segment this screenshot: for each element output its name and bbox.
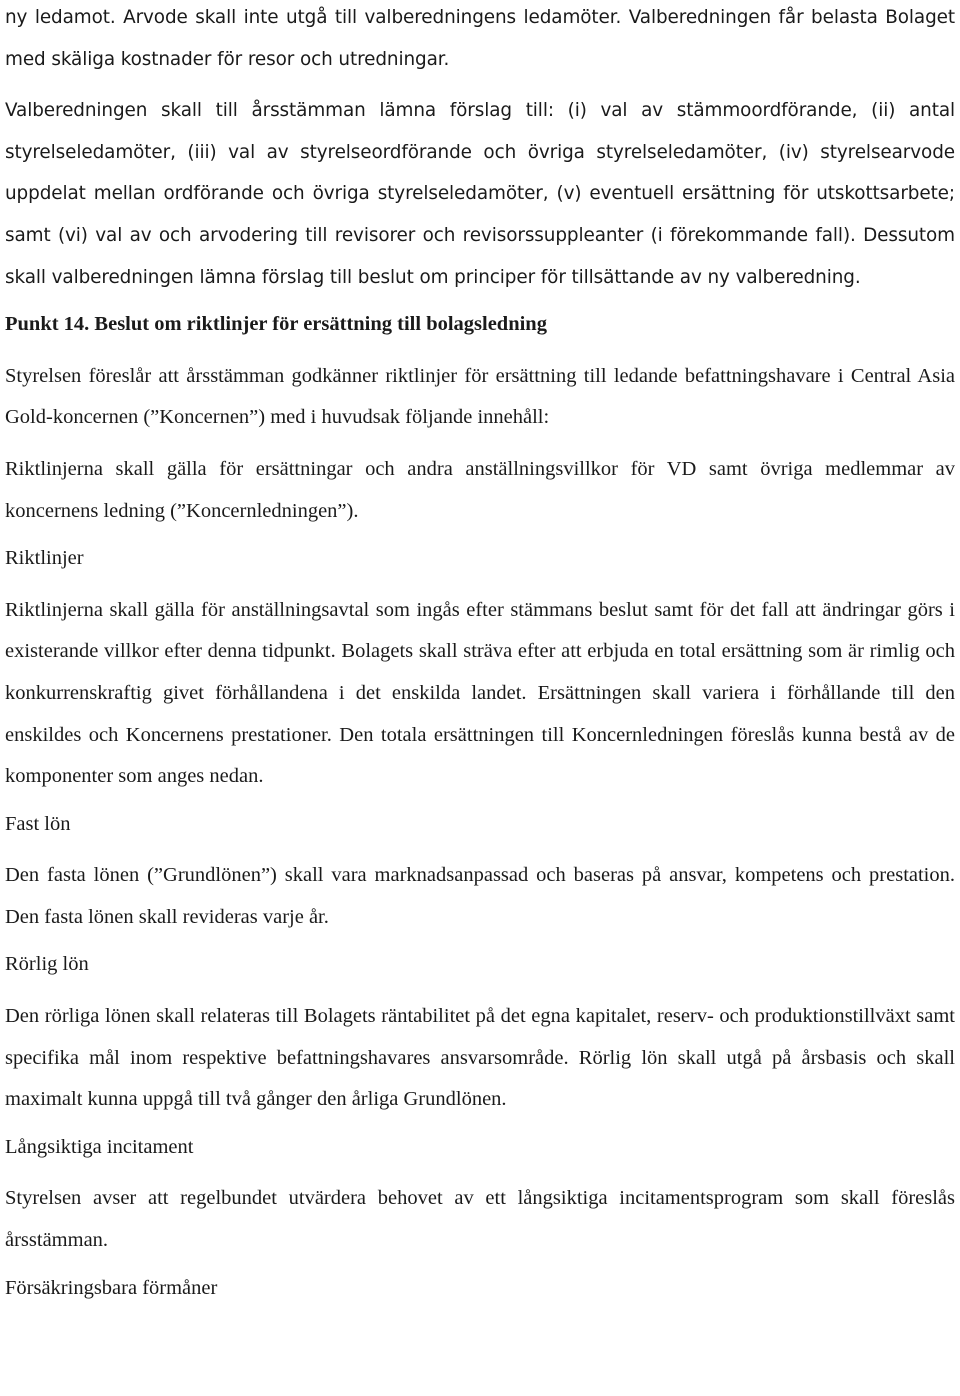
subheading-fast-lon: Fast lön — [5, 812, 71, 835]
subheading-forsakringsbara-formaner: Försäkringsbara förmåner — [5, 1276, 218, 1299]
section-heading-punkt-14: Punkt 14. Beslut om riktlinjer för ersättning till bolagsledning — [5, 313, 547, 336]
paragraph-guidelines-scope: Riktlinjerna skall gälla för ersättningar och andra anställningsvillkor för VD samt övriga medlemmar av koncernens ledning (”Koncernledningen”). — [5, 457, 955, 522]
paragraph-guidelines-details: Riktlinjerna skall gälla för anställningsavtal som ingås efter stämmans beslut samt för det fall att ändringar görs i existerande villkor efter denna tidpunkt. Bolagets skall sträva efter att erbjuda en total ersättning som är rimlig och konkurrenskraftig givet förhållandena i det enskilda landet. Ersättningen skall variera i förhållande till den enskildes och Koncernens prestationer. Den totala ersättningen till Koncernledningen föreslås kunna bestå av de komponenter som anges nedan. — [5, 598, 955, 788]
subheading-langsiktiga-incitament: Långsiktiga incitament — [5, 1135, 194, 1158]
subheading-rorlig-lon: Rörlig lön — [5, 953, 89, 976]
paragraph-valberedning-costs: ny ledamot. Arvode skall inte utgå till valberedningens ledamöter. Valberedningen får belasta Bolaget med skäliga kostnader för resor och utredningar. — [5, 7, 955, 70]
paragraph-styrelsen-proposal: Styrelsen föreslår att årsstämman godkänner riktlinjer för ersättning till ledande befattningshavare i Central Asia Gold-koncernen (”Koncernen”) med i huvudsak följande innehåll: — [5, 364, 955, 429]
paragraph-valberedning-proposals: Valberedningen skall till årsstämman lämna förslag till: (i) val av stämmoordförande, (ii) antal styrelseledamöter, (iii) val av styrelseordförande och övriga styrelseledamöter, (iv) styrelsearvode uppdelat mellan ordförande och övriga styrelseledamöter, (v) eventuell ersättning för utskottsarbete; samt (vi) val av och arvodering till revisorer och revisorssuppleanter (i förekommande fall). Dessutom skall valberedningen lämna förslag till beslut om principer för tillsättande av ny valberedning. — [5, 100, 955, 288]
document-page — [5, 0, 955, 1309]
subheading-riktlinjer: Riktlinjer — [5, 547, 84, 570]
paragraph-variable-salary: Den rörliga lönen skall relateras till Bolagets räntabilitet på det egna kapitalet, reserv- och produktionstillväxt samt specifika mål inom respektive befattningshavares ansvarsområde. Rörlig lön skall utgå på årsbasis och skall maximalt kunna uppgå till två gånger den årliga Grundlönen. — [5, 1005, 955, 1111]
paragraph-long-term-incentives: Styrelsen avser att regelbundet utvärdera behovet av ett långsiktiga incitamentsprogram som skall föreslås årsstämman. — [5, 1187, 955, 1252]
paragraph-fixed-salary: Den fasta lönen (”Grundlönen”) skall vara marknadsanpassad och baseras på ansvar, kompetens och prestation. Den fasta lönen skall revideras varje år. — [5, 864, 955, 928]
